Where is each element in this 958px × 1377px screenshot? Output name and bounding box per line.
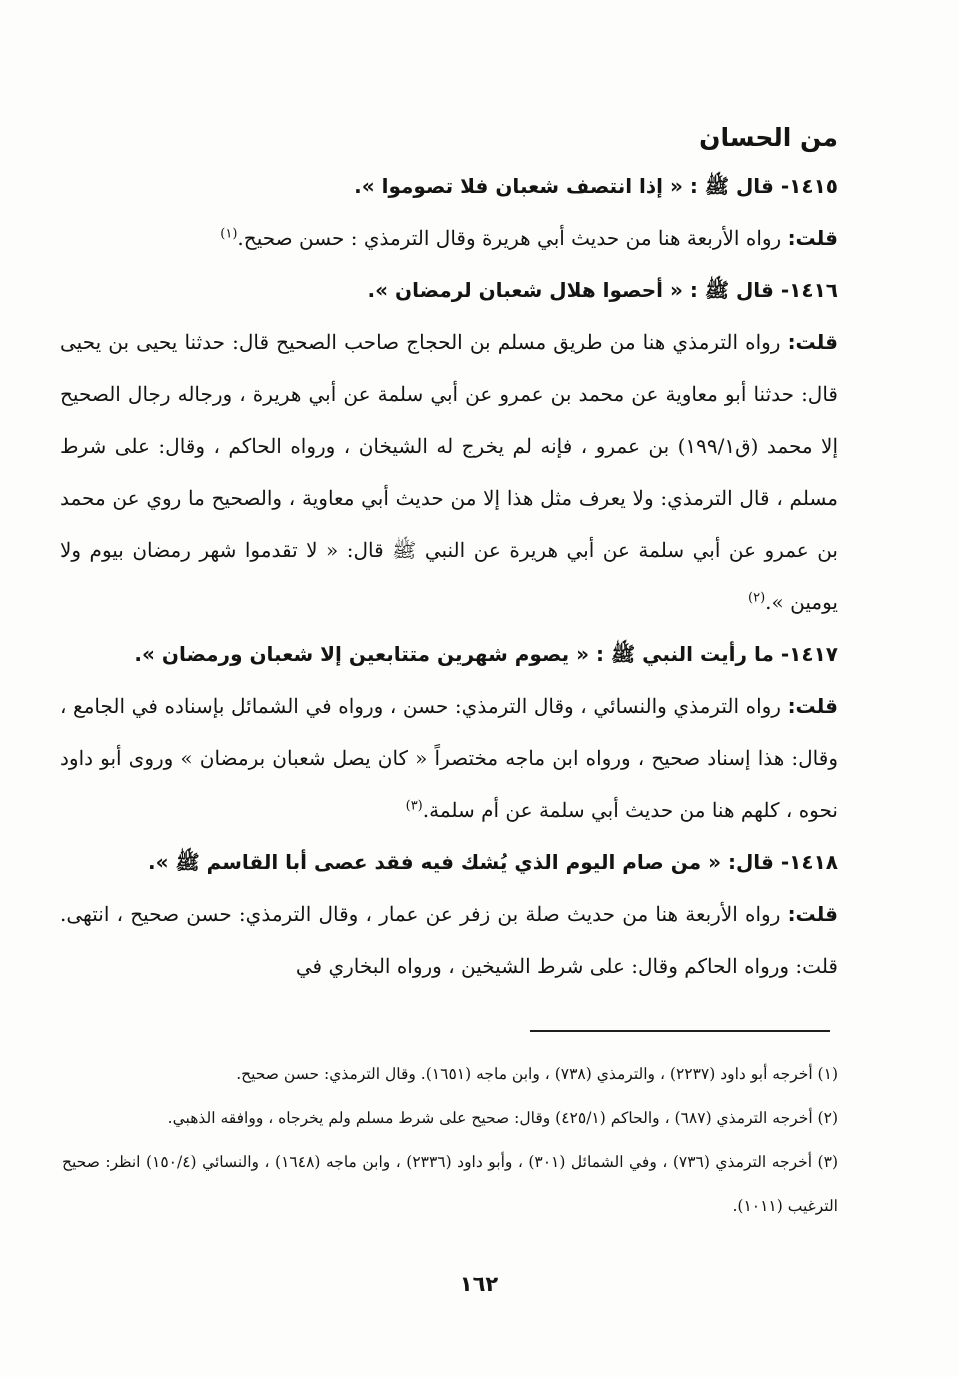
section-title: من الحسان [699, 123, 838, 152]
footnote-divider [530, 1030, 830, 1032]
footnote-reference[interactable]: (٣) [405, 798, 423, 814]
hadith-text: ١٤١٦- قال ﷺ : « أحصوا هلال شعبان لرمضان ». [367, 278, 838, 302]
commentary-text: رواه الترمذي هنا من طريق مسلم بن الحجاج صاحب الصحيح قال: حدثنا يحيى بن يحيى قال: حدثنا أبو معاوية عن محمد بن عمرو عن أبي سلمة عن أبي هريرة ، ورجاله رجال الصحيح إلا محمد (ق١٩٩/١) بن عمرو ، فإنه لم يخرج له الشيخان ، ورواه الحاكم ، وقال: على شرط مسلم ، قال الترمذي: ولا يعرف مثل هذا إلا من حديث أبي معاوية ، والصحيح ما روي عن محمد بن عمرو عن أبي سلمة عن أبي هريرة عن النبي ﷺ قال: « لا تقدموا شهر رمضان بيوم ولا يومين ». [60, 330, 839, 614]
commentary-text: رواه الأربعة هنا من حديث أبي هريرة وقال الترمذي : حسن صحيح. [237, 226, 788, 250]
footnote: (١) أخرجه أبو داود (٢٢٣٧) ، والترمذي (٧٣٨) ، وابن ماجه (١٦٥١). وقال الترمذي: حسن صحيح. [236, 1065, 838, 1083]
commentary-text: رواه الأربعة هنا من حديث صلة بن زفر عن عمار ، وقال الترمذي: حسن صحيح ، انتهى. قلت: ورواه الحاكم وقال: على شرط الشيخين ، ورواه البخاري في [60, 902, 838, 978]
footnote: (٢) أخرجه الترمذي (٦٨٧) ، والحاكم (٤٢٥/١) وقال: صحيح على شرط مسلم ولم يخرجاه ، ووافقه الذهبي. [167, 1109, 838, 1127]
commentary-paragraph [60, 212, 838, 264]
footnote: (٣) أخرجه الترمذي (٧٣٦) ، وفي الشمائل (٣٠١) ، وأبو داود (٢٣٣٦) ، وابن ماجه (١٦٤٨) ، والنسائي (١٥٠/٤) انظر: صحيح الترغيب (١٠١١). [62, 1153, 838, 1215]
commentary-lead: قلت: [787, 226, 838, 250]
commentary-lead: قلت: [787, 330, 838, 354]
commentary-text: رواه الترمذي والنسائي ، وقال الترمذي: حسن ، ورواه في الشمائل بإسناده في الجامع ، وقال: هذا إسناد صحيح ، ورواه ابن ماجه مختصراً « كان يصل شعبان برمضان » وروى أبو داود نحوه ، كلهم هنا من حديث أبي سلمة عن أم سلمة. [60, 694, 838, 822]
page-body [60, 118, 838, 992]
footnote-reference[interactable]: (١) [220, 226, 238, 242]
commentary-paragraph [60, 680, 838, 836]
commentary-lead: قلت: [787, 694, 838, 718]
commentary-paragraph [60, 888, 838, 992]
commentary-lead: قلت: [787, 902, 838, 926]
hadith-text: ١٤١٨- قال: « من صام اليوم الذي يُشك فيه فقد عصى أبا القاسم ﷺ ». [147, 850, 838, 874]
page-number: ١٦٢ [459, 1272, 499, 1296]
footnotes [62, 1052, 838, 1228]
footnote-reference[interactable]: (٢) [748, 590, 766, 606]
hadith-text: ١٤١٥- قال ﷺ : « إذا انتصف شعبان فلا تصوموا ». [354, 174, 838, 198]
hadith-text: ١٤١٧- ما رأيت النبي ﷺ : « يصوم شهرين متتابعين إلا شعبان ورمضان ». [134, 642, 838, 666]
commentary-paragraph [60, 316, 838, 628]
